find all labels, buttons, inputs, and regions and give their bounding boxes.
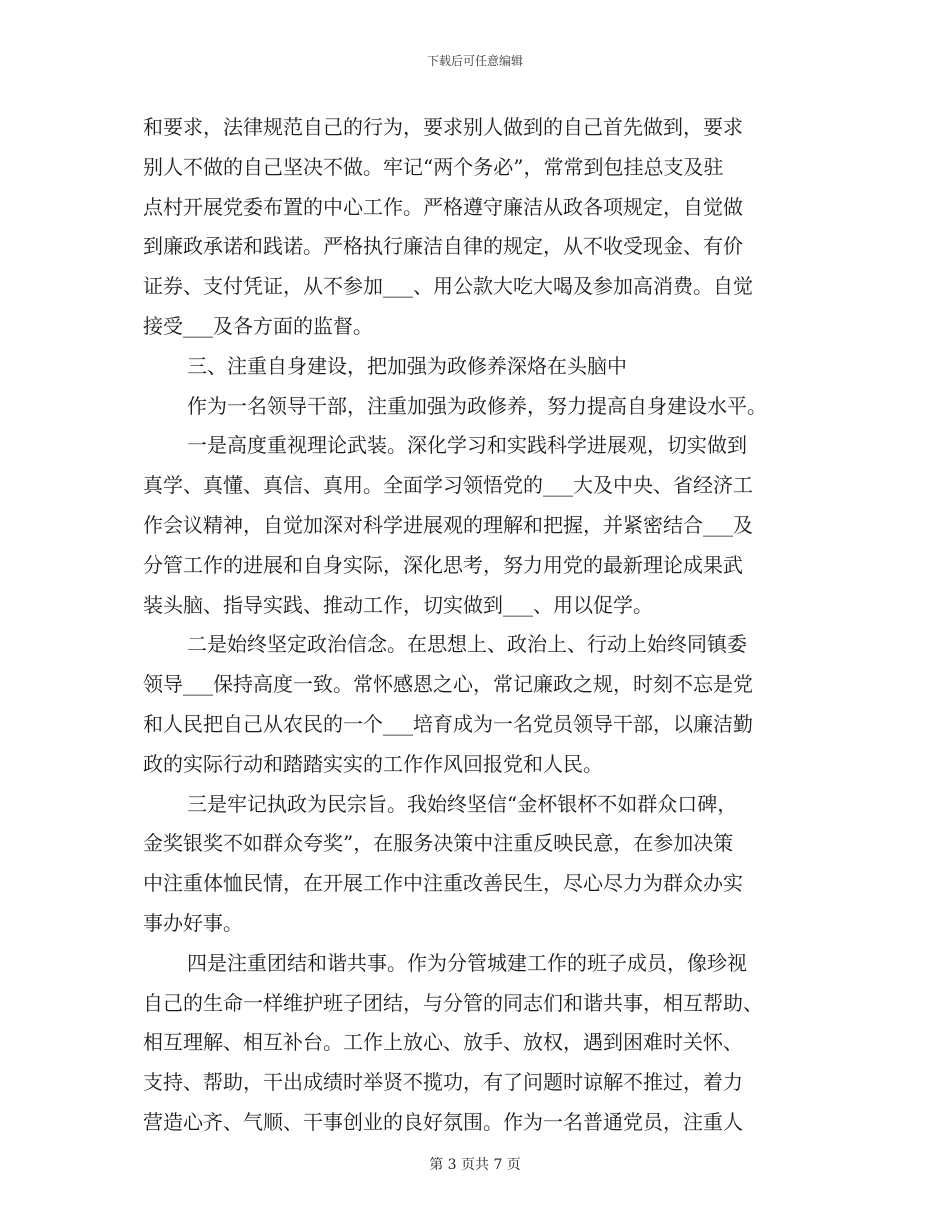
text-line: 二是始终坚定政治信念。在思想上、政治上、行动上始终同镇委	[187, 632, 747, 657]
text-line: 点村开展党委布置的中心工作。严格遵守廉洁从政各项规定，自觉做	[143, 194, 743, 219]
text-line: 政的实际行动和踏踏实实的工作作风回报党和人民。	[143, 751, 603, 776]
text-line: 证券、支付凭证，从不参加___、用公款大吃大喝及参加高消费。自觉	[143, 274, 753, 299]
text-line: 和人民把自己从农民的一个___培育成为一名党员领导干部，以廉洁勤	[143, 711, 753, 736]
text-line: 别人不做的自己坚决不做。牢记“两个务必”，常常到包挂总支及驻	[143, 154, 724, 179]
text-line: 三是牢记执政为民宗旨。我始终坚信“金杯银杯不如群众口碑，	[187, 791, 738, 816]
text-line: 四是注重团结和谐共事。作为分管城建工作的班子成员，像珍视	[187, 950, 747, 975]
page-header: 下载后可任意编辑	[426, 54, 523, 68]
text-line: 相互理解、相互补台。工作上放心、放手、放权，遇到困难时关怀、	[143, 1030, 743, 1055]
document-body	[143, 108, 807, 1143]
text-line: 金奖银奖不如群众夸奖”，在服务决策中注重反映民意，在参加决策	[143, 831, 734, 856]
text-line: 自己的生命一样维护班子团结，与分管的同志们和谐共事，相互帮助、	[143, 990, 763, 1015]
text-line: 一是高度重视理论武装。深化学习和实践科学进展观，切实做到	[187, 433, 747, 458]
text-line: 到廉政承诺和践诺。严格执行廉洁自律的规定，从不收受现金、有价	[143, 234, 743, 259]
text-line: 和要求，法律规范自己的行为，要求别人做到的自己首先做到，要求	[143, 115, 743, 139]
text-line: 事办好事。	[143, 910, 243, 935]
text-line: 中注重体恤民情，在开展工作中注重改善民生，尽心尽力为群众办实	[143, 871, 743, 896]
text-line: 作会议精神，自觉加深对科学进展观的理解和把握，并紧密结合___及	[143, 512, 753, 537]
text-line: 接受___及各方面的监督。	[143, 313, 373, 338]
text-line: 领导___保持高度一致。常怀感恩之心，常记廉政之规，时刻不忘是党	[143, 672, 753, 697]
page-footer: 第 3 页共 7 页	[429, 1157, 521, 1173]
text-line: 三、注重自身建设，把加强为政修养深烙在头脑中	[187, 353, 627, 378]
text-line: 分管工作的进展和自身实际，深化思考，努力用党的最新理论成果武	[143, 552, 743, 577]
text-line: 支持、帮助，干出成绩时举贤不揽功，有了问题时谅解不推过，着力	[143, 1070, 743, 1095]
text-line: 作为一名领导干部，注重加强为政修养，努力提高自身建设水平。	[187, 393, 767, 418]
text-line: 营造心齐、气顺、干事创业的良好氛围。作为一名普通党员，注重人	[143, 1109, 743, 1134]
text-line: 装头脑、指导实践、推动工作，切实做到___、用以促学。	[143, 592, 653, 617]
text-line: 真学、真懂、真信、真用。全面学习领悟党的___大及中央、省经济工	[143, 473, 753, 498]
